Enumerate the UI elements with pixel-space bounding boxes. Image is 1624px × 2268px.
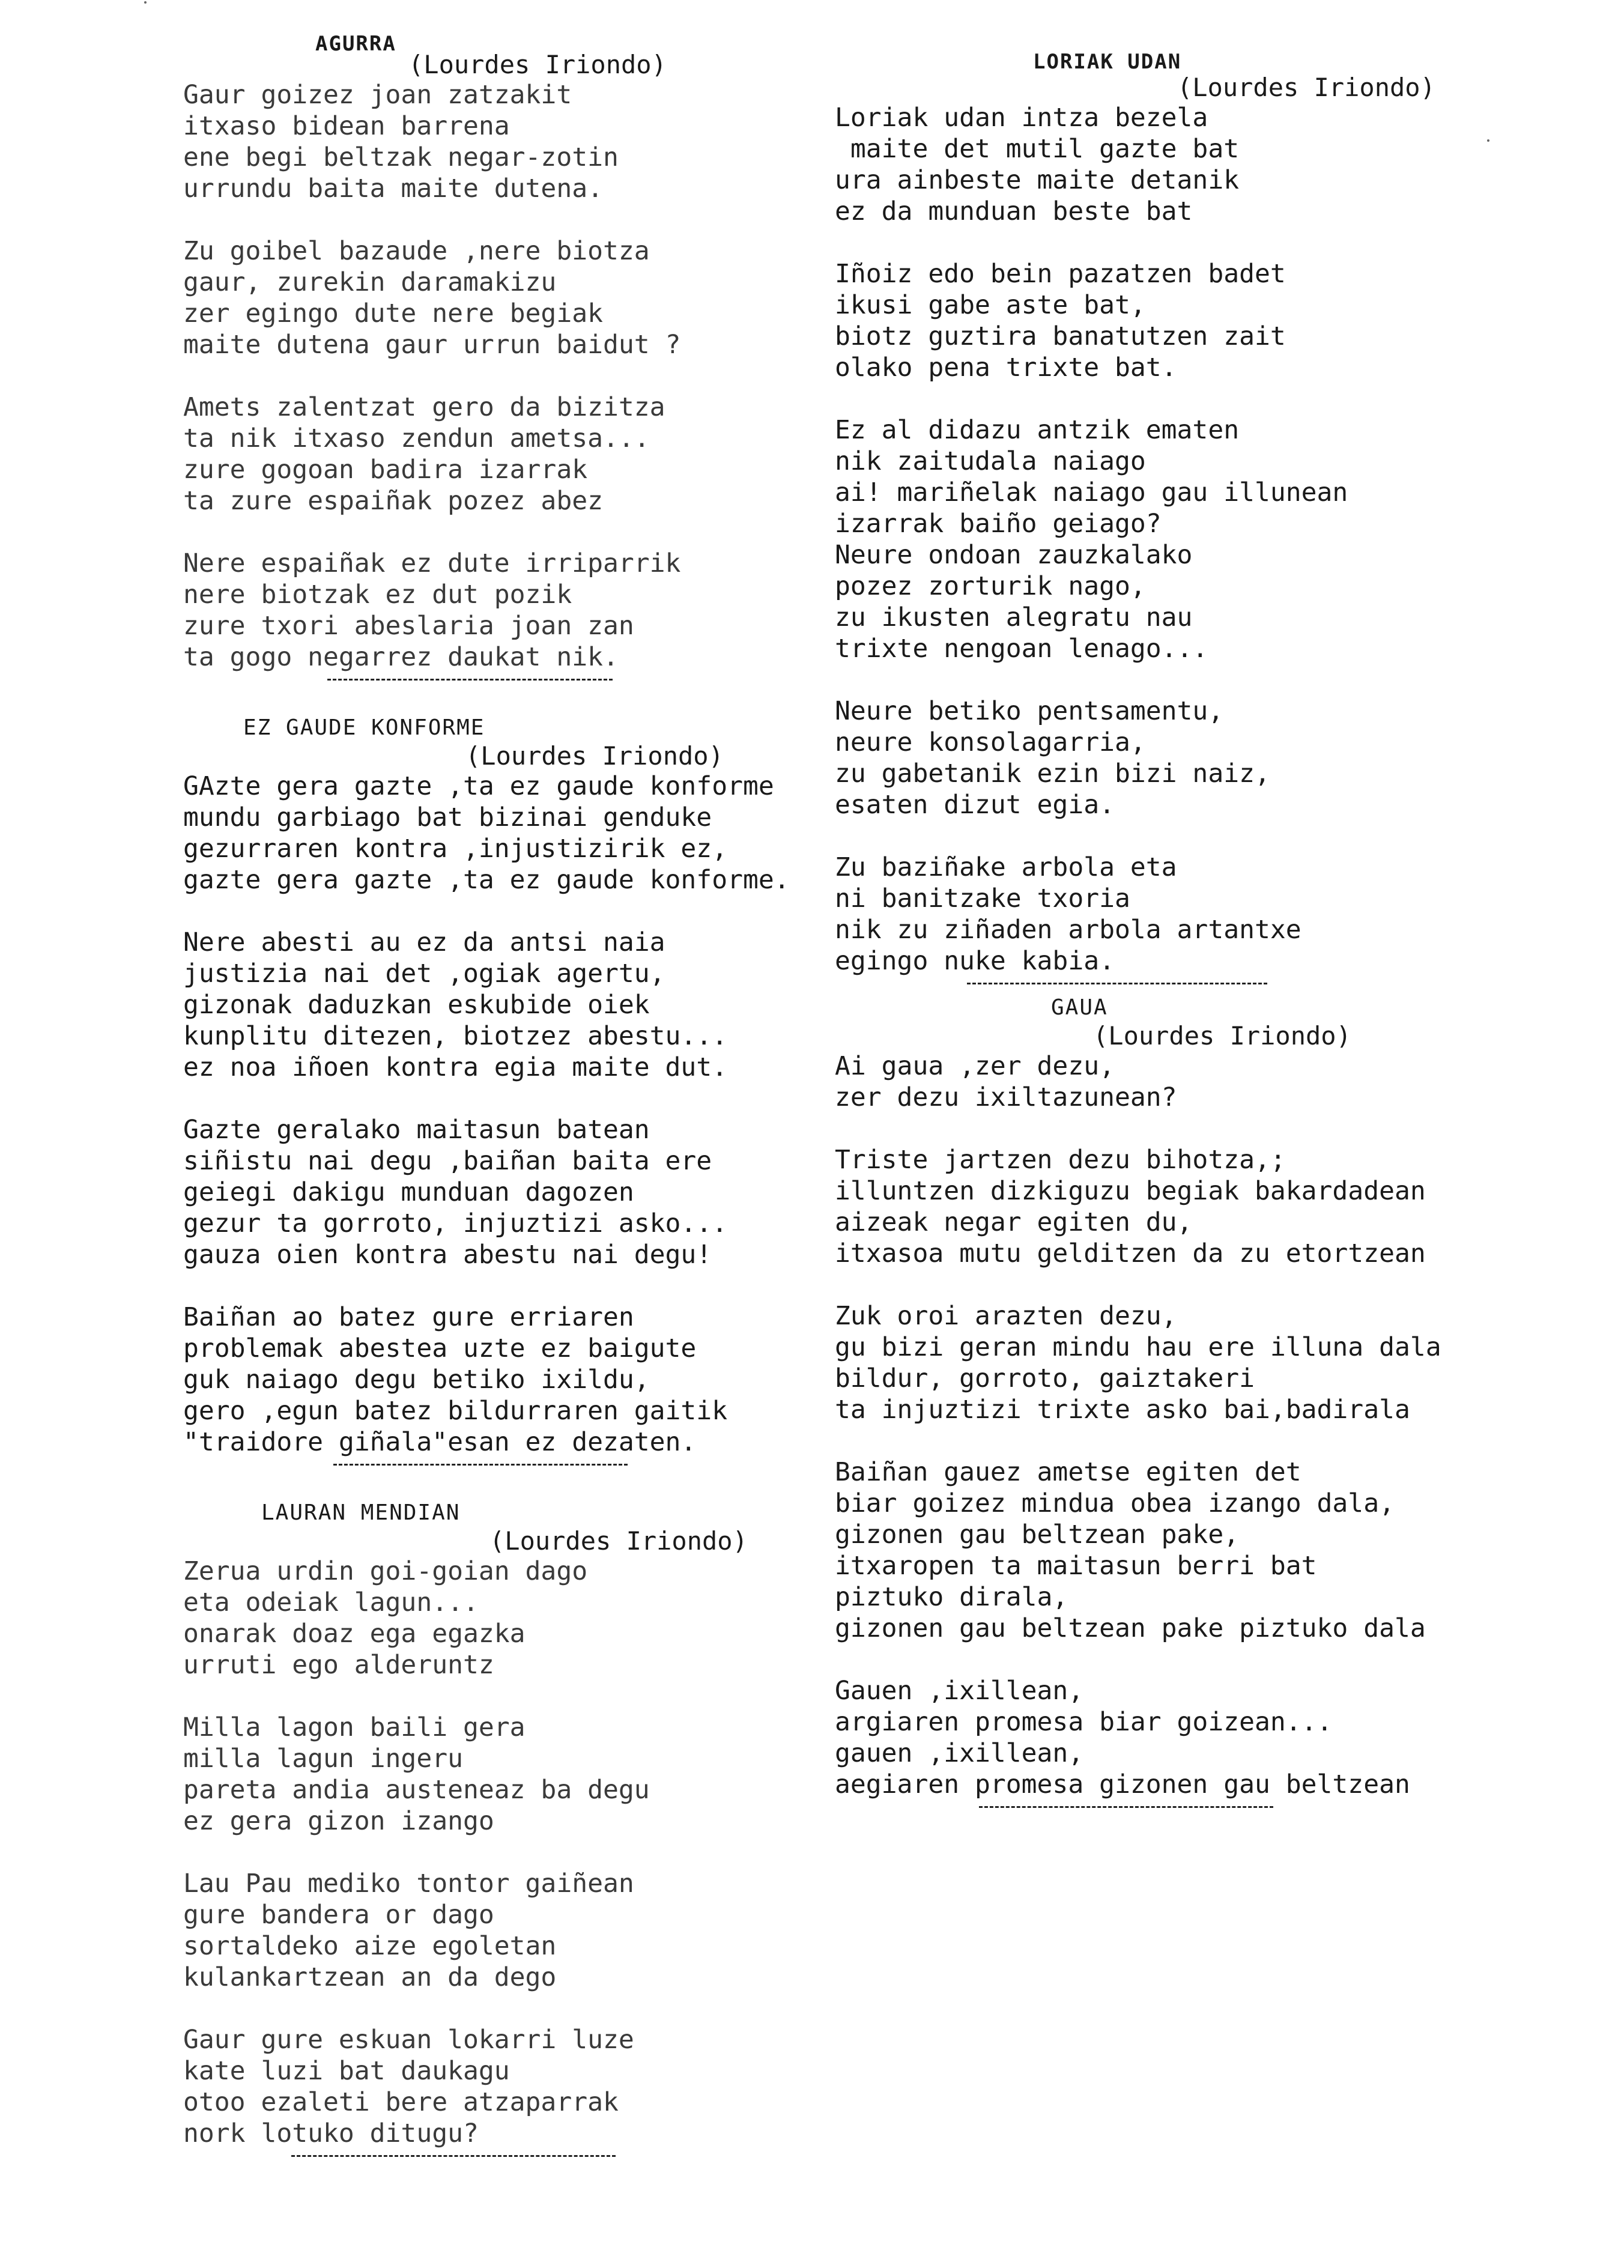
verse-line: olako pena trixte bat. — [835, 353, 1177, 383]
verse-line: Loriak udan intza bezela — [835, 103, 1208, 133]
verse-line: "traidore giñala"esan ez dezaten. — [183, 1427, 697, 1457]
verse-line: piztuko dirala, — [835, 1582, 1068, 1612]
verse-line: maite det mutil gazte bat — [835, 134, 1240, 164]
verse-line: gauza oien kontra abestu nai degu! — [183, 1240, 712, 1270]
verse-line: Lau Pau mediko tontor gaiñean — [183, 1869, 634, 1899]
verse-line: sortaldeko aize egoletan — [183, 1931, 557, 1961]
verse-line: zer dezu ixiltazunean? — [835, 1082, 1177, 1112]
verse-line: milla lagun ingeru — [183, 1744, 463, 1774]
verse-line: ez gera gizon izango — [183, 1806, 494, 1836]
verse-line: gauen ,ixillean, — [835, 1738, 1084, 1768]
verse-line: nork lotuko ditugu? — [183, 2118, 479, 2148]
stanza — [183, 2024, 844, 2149]
verse-line: gu bizi geran mindu hau ere illuna dala — [835, 1332, 1441, 1362]
verse-line: ni banitzake txoria — [835, 884, 1130, 914]
section-divider — [979, 1806, 1273, 1808]
poem-author: (Lourdes Iriondo) — [489, 1526, 748, 1556]
stanza — [835, 1675, 1519, 1800]
verse-line: ez da munduan beste bat — [835, 196, 1193, 226]
stanza — [183, 1302, 844, 1458]
verse-line: ai! mariñelak naiago gau illunean — [835, 478, 1348, 508]
stanza — [183, 392, 844, 517]
verse-line: Amets zalentzat gero da bizitza — [183, 392, 665, 422]
verse-line: pozez zorturik nago, — [835, 571, 1146, 601]
verse-line: zure txori abeslaria joan zan — [183, 611, 634, 641]
section-divider — [327, 679, 613, 681]
verse-line: problemak abestea uzte ez baigute — [183, 1333, 697, 1363]
poem-title: GAUA — [1051, 995, 1108, 1020]
verse-line: ta gogo negarrez daukat nik. — [183, 642, 619, 672]
verse-line: argiaren promesa biar goizean... — [835, 1707, 1333, 1737]
verse-line: kunplitu ditezen, biotzez abestu... — [183, 1021, 728, 1051]
stanza — [183, 548, 844, 673]
verse-line: itxaso bidean barrena — [183, 111, 510, 141]
poem-loriak-udan — [835, 48, 1519, 984]
verse-line: gizonen gau beltzean pake, — [835, 1520, 1240, 1550]
verse-line: biar goizez mindua obea izango dala, — [835, 1488, 1395, 1518]
verse-line: ta nik itxaso zendun ametsa... — [183, 423, 650, 453]
verse-line: ez noa iñoen kontra egia maite dut. — [183, 1052, 728, 1082]
poem-agurra — [183, 30, 844, 681]
verse-line: mundu garbiago bat bizinai genduke — [183, 802, 712, 832]
verse-line: Neure betiko pentsamentu, — [835, 696, 1224, 726]
poem-title: LAURAN MENDIAN — [261, 1500, 461, 1525]
verse-line: gazte gera gazte ,ta ez gaude konforme. — [183, 865, 790, 895]
stanza — [183, 771, 844, 896]
poem-author: (Lourdes Iriondo) — [408, 50, 667, 79]
verse-line: urrundu baita maite dutena. — [183, 174, 603, 204]
stanza — [835, 102, 1519, 227]
stanza — [835, 1457, 1519, 1644]
stanza — [835, 852, 1519, 977]
poem-title: LORIAK UDAN — [1033, 50, 1182, 74]
verse-line: Gauen ,ixillean, — [835, 1676, 1084, 1706]
verse-line: egingo nuke kabia. — [835, 946, 1115, 976]
verse-line: kate luzi bat daukagu — [183, 2056, 510, 2086]
stanza — [835, 414, 1519, 664]
verse-line: gero ,egun batez bildurraren gaitik — [183, 1396, 728, 1426]
verse-line: Baiñan gauez ametse egiten det — [835, 1457, 1301, 1487]
verse-line: Milla lagon baili gera — [183, 1712, 526, 1742]
stanza — [835, 1300, 1519, 1425]
poem-lauran-mendian — [183, 1499, 844, 2157]
verse-line: aegiaren promesa gizonen gau beltzean — [835, 1769, 1410, 1800]
verse-line: siñistu nai degu ,baiñan baita ere — [183, 1146, 712, 1176]
verse-line: justizia nai det ,ogiak agertu, — [183, 959, 665, 989]
left-column — [183, 30, 844, 2157]
verse-line: Zu goibel bazaude ,nere biotza — [183, 236, 650, 266]
verse-line: kulankartzean an da dego — [183, 1962, 557, 1992]
verse-line: zer egingo dute nere begiak — [183, 299, 603, 329]
poem-author: (Lourdes Iriondo) — [1093, 1021, 1351, 1051]
verse-line: nere biotzak ez dut pozik — [183, 580, 572, 610]
section-divider — [333, 1464, 628, 1466]
verse-line: maite dutena gaur urrun baidut ? — [183, 330, 681, 360]
verse-line: biotz guztira banatutzen zait — [835, 321, 1286, 351]
poem-title: EZ GAUDE KONFORME — [243, 715, 485, 740]
verse-line: gaur, zurekin daramakizu — [183, 267, 557, 297]
stanza — [835, 696, 1519, 820]
verse-line: nik zaitudala naiago — [835, 446, 1146, 476]
verse-line: ta injuztizi trixte asko bai,badirala — [835, 1395, 1410, 1425]
verse-line: gezur ta gorroto, injuztizi asko... — [183, 1208, 728, 1239]
verse-line: Gaur goizez joan zatzakit — [183, 80, 572, 110]
stanza — [183, 1868, 844, 1993]
verse-line: Gaur gure eskuan lokarri luze — [183, 2025, 634, 2055]
stanza — [183, 927, 844, 1083]
verse-line: Zuk oroi arazten dezu, — [835, 1301, 1177, 1331]
verse-line: neure konsolagarria, — [835, 727, 1146, 757]
stanza — [835, 258, 1519, 383]
verse-line: itxasoa mutu gelditzen da zu etortzean — [835, 1239, 1426, 1269]
poem-ez-gaude-konforme — [183, 714, 844, 1466]
verse-line: Iñoiz edo bein pazatzen badet — [835, 259, 1286, 289]
verse-line: Triste jartzen dezu bihotza,; — [835, 1145, 1286, 1175]
verse-line: Nere abesti au ez da antsi naia — [183, 927, 665, 957]
verse-line: geiegi dakigu munduan dagozen — [183, 1177, 634, 1207]
verse-line: Ez al didazu antzik ematen — [835, 415, 1240, 445]
verse-line: illuntzen dizkiguzu begiak bakardadean — [835, 1176, 1426, 1206]
stanza — [183, 235, 844, 360]
verse-line: zure gogoan badira izarrak — [183, 455, 588, 485]
verse-line: onarak doaz ega egazka — [183, 1619, 526, 1649]
verse-line: nik zu ziñaden arbola artantxe — [835, 915, 1301, 945]
paper-speck — [144, 1, 147, 4]
poem-author: (Lourdes Iriondo) — [1177, 73, 1435, 102]
verse-line: ene begi beltzak negar-zotin — [183, 142, 619, 172]
stanza — [835, 1051, 1519, 1113]
verse-line: Zu baziñake arbola eta — [835, 852, 1177, 882]
verse-line: zu gabetanik ezin bizi naiz, — [835, 759, 1270, 789]
poem-gaua — [835, 994, 1519, 1808]
verse-line: izarrak baiño geiago? — [835, 509, 1162, 539]
verse-line: pareta andia austeneaz ba degu — [183, 1775, 650, 1805]
verse-line: esaten dizut egia. — [835, 790, 1115, 820]
section-divider — [967, 983, 1267, 984]
verse-line: Gazte geralako maitasun batean — [183, 1115, 650, 1145]
verse-line: GAzte gera gazte ,ta ez gaude konforme — [183, 771, 774, 801]
verse-line: Neure ondoan zauzkalako — [835, 540, 1193, 570]
verse-line: ta zure espaiñak pozez abez — [183, 486, 603, 516]
stanza — [183, 1712, 844, 1837]
verse-line: gezurraren kontra ,injustizirik ez, — [183, 834, 728, 864]
verse-line: guk naiago degu betiko ixildu, — [183, 1365, 650, 1395]
verse-line: itxaropen ta maitasun berri bat — [835, 1551, 1317, 1581]
poem-title: AGURRA — [315, 32, 396, 56]
verse-line: Zerua urdin goi-goian dago — [183, 1556, 588, 1586]
verse-line: gure bandera or dago — [183, 1900, 494, 1930]
paper-speck — [1487, 139, 1489, 142]
verse-line: otoo ezaleti bere atzaparrak — [183, 2087, 619, 2117]
verse-line: Ai gaua ,zer dezu, — [835, 1051, 1115, 1081]
verse-line: Baiñan ao batez gure erriaren — [183, 1302, 634, 1332]
section-divider — [291, 2155, 616, 2157]
stanza — [183, 1556, 844, 1681]
stanza — [183, 79, 844, 204]
stanza — [835, 1144, 1519, 1269]
poem-author: (Lourdes Iriondo) — [465, 741, 724, 771]
stanza — [183, 1114, 844, 1270]
right-column — [835, 48, 1519, 1808]
verse-line: Nere espaiñak ez dute irriparrik — [183, 548, 681, 578]
verse-line: urruti ego alderuntz — [183, 1650, 494, 1680]
verse-line: eta odeiak lagun... — [183, 1587, 479, 1618]
verse-line: ura ainbeste maite detanik — [835, 165, 1240, 195]
verse-line: zu ikusten alegratu nau — [835, 602, 1193, 632]
verse-line: bildur, gorroto, gaiztakeri — [835, 1363, 1255, 1393]
verse-line: ikusi gabe aste bat, — [835, 290, 1146, 320]
verse-line: trixte nengoan lenago... — [835, 634, 1208, 664]
verse-line: aizeak negar egiten du, — [835, 1207, 1193, 1237]
verse-line: gizonak daduzkan eskubide oiek — [183, 990, 650, 1020]
verse-line: gizonen gau beltzean pake piztuko dala — [835, 1613, 1426, 1643]
